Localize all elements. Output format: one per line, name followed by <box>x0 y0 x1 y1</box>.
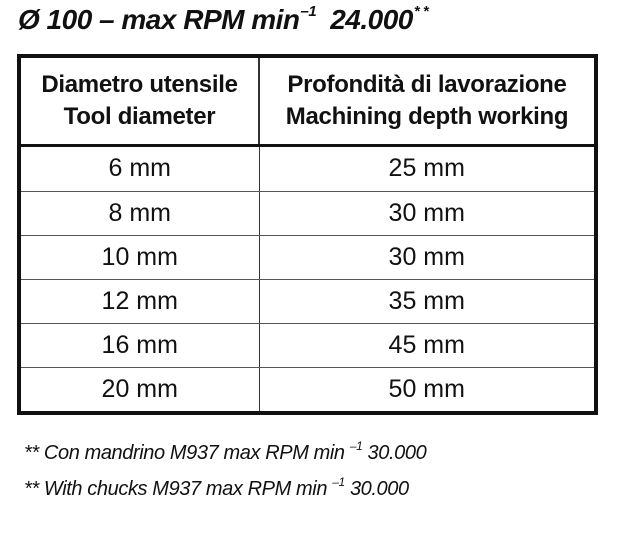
header-machining-depth <box>259 58 594 146</box>
footnote-text: ** Con mandrino M937 max RPM min <box>24 442 350 464</box>
cell-tool-diameter: 10 mm <box>21 235 259 279</box>
table-row <box>21 368 594 411</box>
page-title <box>18 3 428 36</box>
table-row <box>21 146 594 192</box>
header-label-it: Diametro utensile <box>41 71 238 98</box>
header-tool-diameter <box>21 58 259 146</box>
table-row <box>21 191 594 235</box>
cell-machining-depth: 45 mm <box>259 323 594 367</box>
table-header-row <box>21 58 594 146</box>
depth-table <box>17 54 598 415</box>
title-value: 24.000 <box>330 4 413 35</box>
footnote-en <box>24 468 426 504</box>
header-label-en: Machining depth working <box>285 103 569 130</box>
title-main: Ø 100 – max RPM min <box>18 4 300 35</box>
footnotes <box>24 432 426 504</box>
table-row <box>21 279 594 323</box>
cell-machining-depth: 30 mm <box>259 235 594 279</box>
cell-machining-depth: 25 mm <box>259 146 594 192</box>
cell-machining-depth: 50 mm <box>388 375 465 404</box>
footnote-value: 30.000 <box>362 442 427 464</box>
table-row <box>21 235 594 279</box>
footnote-value: 30.000 <box>344 478 409 500</box>
header-label-en: Tool diameter <box>63 103 216 130</box>
cell-machining-depth: 30 mm <box>259 191 594 235</box>
footnote-it <box>24 432 426 468</box>
cell-tool-diameter: 20 mm <box>21 368 259 411</box>
cell-tool-diameter: 16 mm <box>21 323 259 367</box>
title-stars: * * <box>413 3 429 20</box>
header-label-it: Profondità di lavorazione <box>287 71 567 98</box>
footnote-text: ** With chucks M937 max RPM min <box>24 478 333 500</box>
footnote-exponent: –1 <box>332 475 345 489</box>
footnote-exponent: –1 <box>349 439 363 453</box>
cell-tool-diameter: 6 mm <box>21 146 259 192</box>
cell-tool-diameter: 12 mm <box>21 279 259 323</box>
table-row <box>21 323 594 367</box>
cell-tool-diameter: 8 mm <box>21 191 259 235</box>
cell-machining-depth: 35 mm <box>259 279 594 323</box>
title-exponent: –1 <box>300 3 317 20</box>
